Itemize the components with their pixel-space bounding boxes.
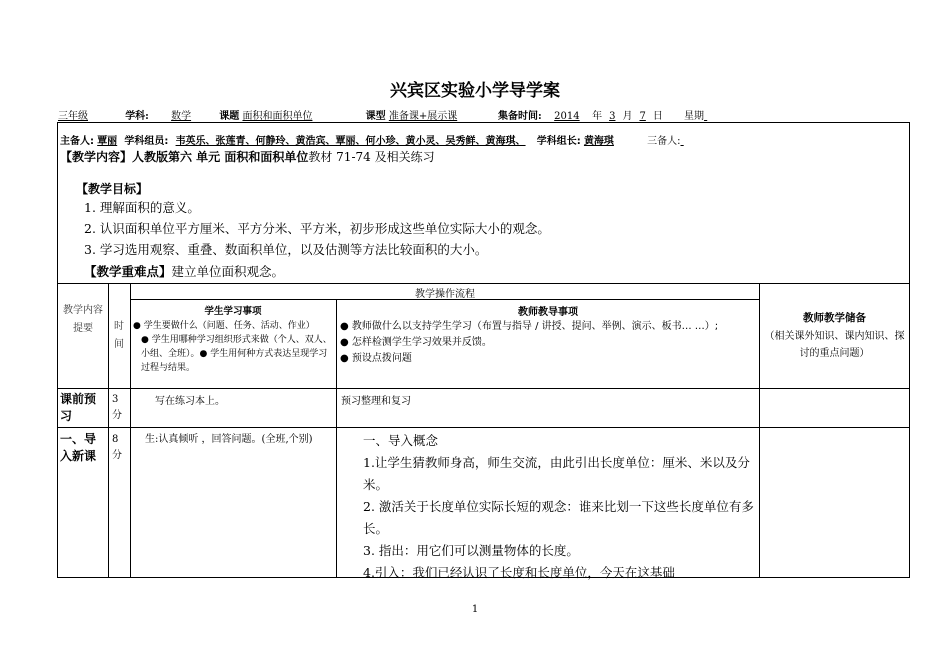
members-list: 韦英乐、张莲青、何静玲、黄浩宾、覃丽、何小珍、黄小灵、吴秀鲜、黄海琪、	[175, 136, 526, 147]
day-unit: 日	[652, 111, 663, 122]
key-points	[84, 262, 284, 280]
row-student: 写在练习本上。	[155, 396, 225, 407]
flow-title: 教学操作流程	[415, 289, 475, 300]
student-item: ● 学生要做什么（问题、任务、活动、作业）	[133, 321, 315, 331]
row-time: 8分	[112, 434, 122, 461]
teacher-item: ● 教师做什么以支持学生学习（布置与指导 / 讲授、提问、举例、演示、板书… …）;	[340, 321, 719, 332]
time-label: 集备时间:	[498, 111, 542, 122]
teacher-step-head: 一、导入概念	[363, 433, 439, 448]
teacher-column	[340, 303, 756, 367]
teacher-item: ● 怎样检测学生学习效果并反馈。	[340, 337, 492, 348]
type-label: 课型	[365, 111, 386, 122]
goal-item: 3. 学习选用观察、重叠、数面积单位，以及估测等方法比较面积的大小。	[84, 242, 488, 257]
lesson-info-row	[58, 107, 722, 122]
row-name: 一、导入新课	[60, 432, 97, 463]
key-heading: 【教学重难点】	[84, 264, 172, 279]
content-heading: 【教学内容】人教版第六 单元 面积和面积单位	[60, 150, 309, 164]
page-title: 兴宾区实验小学导学案	[390, 81, 560, 101]
members-label: 学科组员:	[124, 136, 169, 147]
row-name: 课前预习	[60, 392, 97, 423]
teacher-step: 2. 激活关于长度单位实际长短的观念：谁来比划一下这些长度单位有多长。	[363, 499, 754, 536]
topic-label: 课题	[219, 111, 240, 122]
grade: 三年级	[58, 111, 88, 122]
subject: 数学	[171, 111, 192, 122]
lesson-type: 准备课+展示课	[388, 111, 458, 122]
row-student: 生:认真倾听 ，回答问题。(全班,个别)	[145, 434, 313, 445]
topic: 面积和面积单位	[242, 111, 313, 122]
goal-item: 2. 认识面积单位平方厘米、平方分米、平方米，初步形成这些单位实际大小的观念。	[84, 221, 550, 236]
reserve-sub: （相关课外知识、课内知识、探讨的重点问题）	[764, 331, 905, 359]
month-unit: 月	[622, 111, 633, 122]
student-head: 学生学习事项	[204, 306, 262, 317]
student-item: ● 学生用哪种学习组织形式来做（个人、双人、小组、全班）。● 学生用何种方式表达呈现学习过程与结果。	[141, 335, 332, 373]
key-text: 建立单位面积观念。	[171, 264, 285, 279]
teacher-step: 4.引入：我们已经认识了长度和长度单位，今天在这基础	[363, 565, 675, 580]
host-name: 覃丽	[97, 136, 118, 147]
teaching-content	[60, 148, 435, 165]
teacher-item: ● 预设点拨问题	[340, 353, 412, 364]
reserve-column	[762, 310, 907, 362]
goal-item: 1. 理解面积的意义。	[84, 200, 200, 215]
third-label: 三备人:	[647, 136, 681, 147]
row-teacher: 预习整理和复习	[341, 396, 411, 407]
reserve-head: 教师教学储备	[803, 312, 866, 324]
day: 7	[639, 111, 646, 122]
subject-label: 学科:	[125, 111, 149, 122]
staff-row	[60, 132, 705, 147]
goals-list	[84, 197, 550, 260]
leader-label: 学科组长:	[536, 136, 581, 147]
page-number: 1	[471, 604, 479, 615]
leader-name: 黄海琪	[583, 136, 614, 147]
row-teacher	[363, 430, 755, 584]
year: 2014	[554, 111, 580, 122]
content-tail: 教材 71-74 及相关练习	[308, 150, 435, 164]
col-time: 时间	[114, 321, 124, 350]
goals-heading: 【教学目标】	[76, 182, 149, 196]
host-label: 主备人:	[60, 136, 94, 147]
year-unit: 年	[592, 111, 603, 122]
teacher-head: 教师教导事项	[518, 307, 578, 318]
student-column	[133, 303, 333, 375]
week-label: 星期	[684, 111, 705, 122]
col-content-summary: 教学内容提要	[63, 305, 103, 334]
teacher-step: 1.让学生猜教师身高，师生交流，由此引出长度单位：厘米、米以及分米。	[363, 455, 750, 492]
row-time: 3分	[112, 394, 122, 421]
month: 3	[609, 111, 616, 122]
teacher-step: 3. 指出：用它们可以测量物体的长度。	[363, 543, 579, 558]
